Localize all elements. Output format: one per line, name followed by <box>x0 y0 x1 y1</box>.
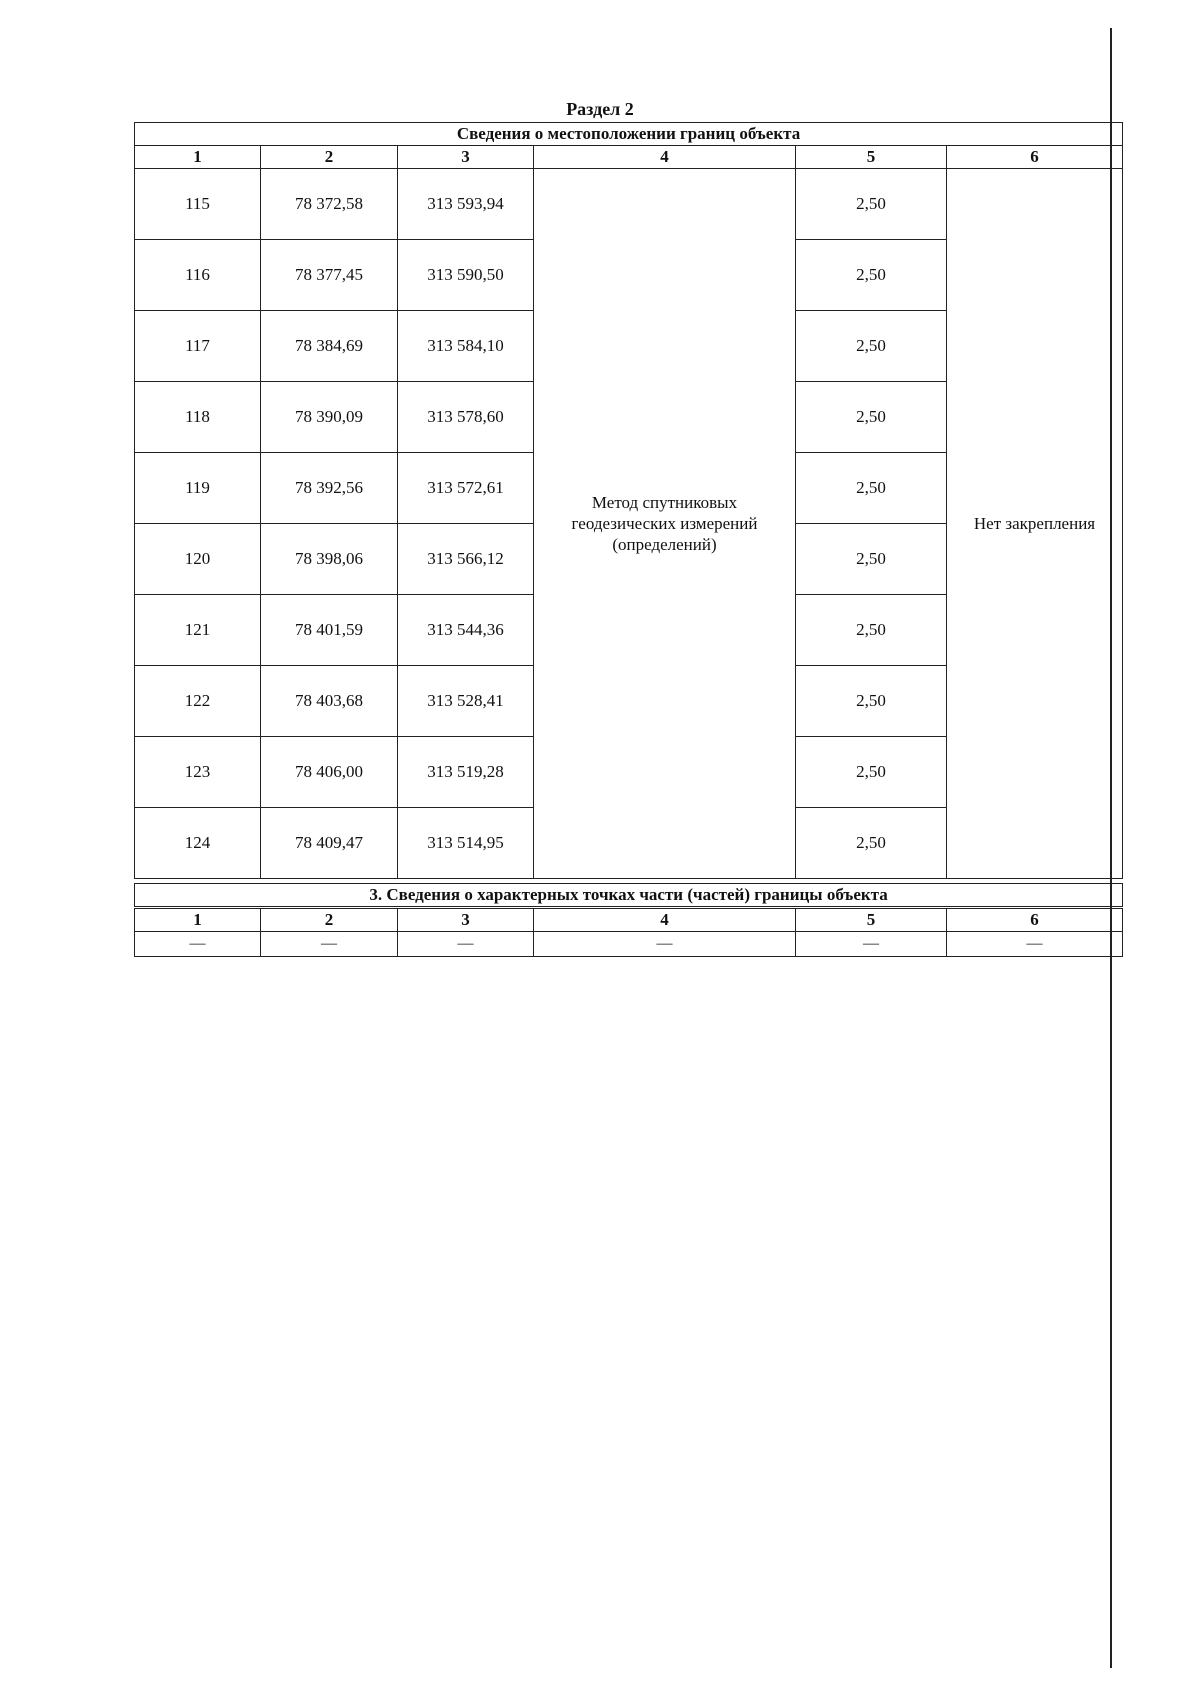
point-number-cell: 118 <box>135 382 261 453</box>
x-coordinate-cell: 78 372,58 <box>261 169 398 240</box>
table-row <box>135 169 1123 240</box>
part-boundary-points-table <box>134 883 1123 957</box>
precision-cell: 2,50 <box>796 382 947 453</box>
precision-cell: 2,50 <box>796 311 947 382</box>
column-header-4: 4 <box>534 146 796 169</box>
column-header-1: 1 <box>135 908 261 932</box>
column-header-3: 3 <box>398 146 534 169</box>
precision-cell: 2,50 <box>796 169 947 240</box>
column-header-1: 1 <box>135 146 261 169</box>
x-coordinate-cell: 78 398,06 <box>261 524 398 595</box>
y-coordinate-cell: 313 590,50 <box>398 240 534 311</box>
y-coordinate-cell: 313 528,41 <box>398 666 534 737</box>
y-coordinate-cell: 313 584,10 <box>398 311 534 382</box>
x-coordinate-cell: 78 406,00 <box>261 737 398 808</box>
y-coordinate-cell: 313 514,95 <box>398 808 534 879</box>
point-number-cell: 116 <box>135 240 261 311</box>
empty-cell-4: — <box>534 932 796 957</box>
fixing-cell: Нет закрепления <box>947 169 1123 879</box>
point-number-cell: 119 <box>135 453 261 524</box>
empty-cell-6: — <box>947 932 1123 957</box>
column-header-6: 6 <box>947 908 1123 932</box>
column-header-5: 5 <box>796 146 947 169</box>
method-cell: Метод спутниковых геодезических измерений (определений) <box>534 169 796 879</box>
x-coordinate-cell: 78 392,56 <box>261 453 398 524</box>
table-title: 3. Сведения о характерных точках части (частей) границы объекта <box>135 884 1123 908</box>
precision-cell: 2,50 <box>796 808 947 879</box>
empty-cell-5: — <box>796 932 947 957</box>
x-coordinate-cell: 78 403,68 <box>261 666 398 737</box>
y-coordinate-cell: 313 566,12 <box>398 524 534 595</box>
column-header-6: 6 <box>947 146 1123 169</box>
empty-cell-3: — <box>398 932 534 957</box>
empty-cell-1: — <box>135 932 261 957</box>
x-coordinate-cell: 78 384,69 <box>261 311 398 382</box>
column-header-2: 2 <box>261 146 398 169</box>
section-label: Раздел 2 <box>566 99 634 119</box>
precision-cell: 2,50 <box>796 666 947 737</box>
table-title: Сведения о местоположении границ объекта <box>135 123 1123 146</box>
point-number-cell: 124 <box>135 808 261 879</box>
point-number-cell: 117 <box>135 311 261 382</box>
point-number-cell: 121 <box>135 595 261 666</box>
column-header-4: 4 <box>534 908 796 932</box>
empty-cell-2: — <box>261 932 398 957</box>
point-number-cell: 122 <box>135 666 261 737</box>
y-coordinate-cell: 313 593,94 <box>398 169 534 240</box>
column-header-2: 2 <box>261 908 398 932</box>
x-coordinate-cell: 78 401,59 <box>261 595 398 666</box>
precision-cell: 2,50 <box>796 240 947 311</box>
column-header-5: 5 <box>796 908 947 932</box>
x-coordinate-cell: 78 377,45 <box>261 240 398 311</box>
precision-cell: 2,50 <box>796 595 947 666</box>
point-number-cell: 115 <box>135 169 261 240</box>
x-coordinate-cell: 78 390,09 <box>261 382 398 453</box>
point-number-cell: 123 <box>135 737 261 808</box>
precision-cell: 2,50 <box>796 453 947 524</box>
y-coordinate-cell: 313 578,60 <box>398 382 534 453</box>
x-coordinate-cell: 78 409,47 <box>261 808 398 879</box>
point-number-cell: 120 <box>135 524 261 595</box>
column-header-3: 3 <box>398 908 534 932</box>
precision-cell: 2,50 <box>796 524 947 595</box>
boundary-points-table <box>134 122 1123 879</box>
y-coordinate-cell: 313 572,61 <box>398 453 534 524</box>
y-coordinate-cell: 313 544,36 <box>398 595 534 666</box>
y-coordinate-cell: 313 519,28 <box>398 737 534 808</box>
precision-cell: 2,50 <box>796 737 947 808</box>
